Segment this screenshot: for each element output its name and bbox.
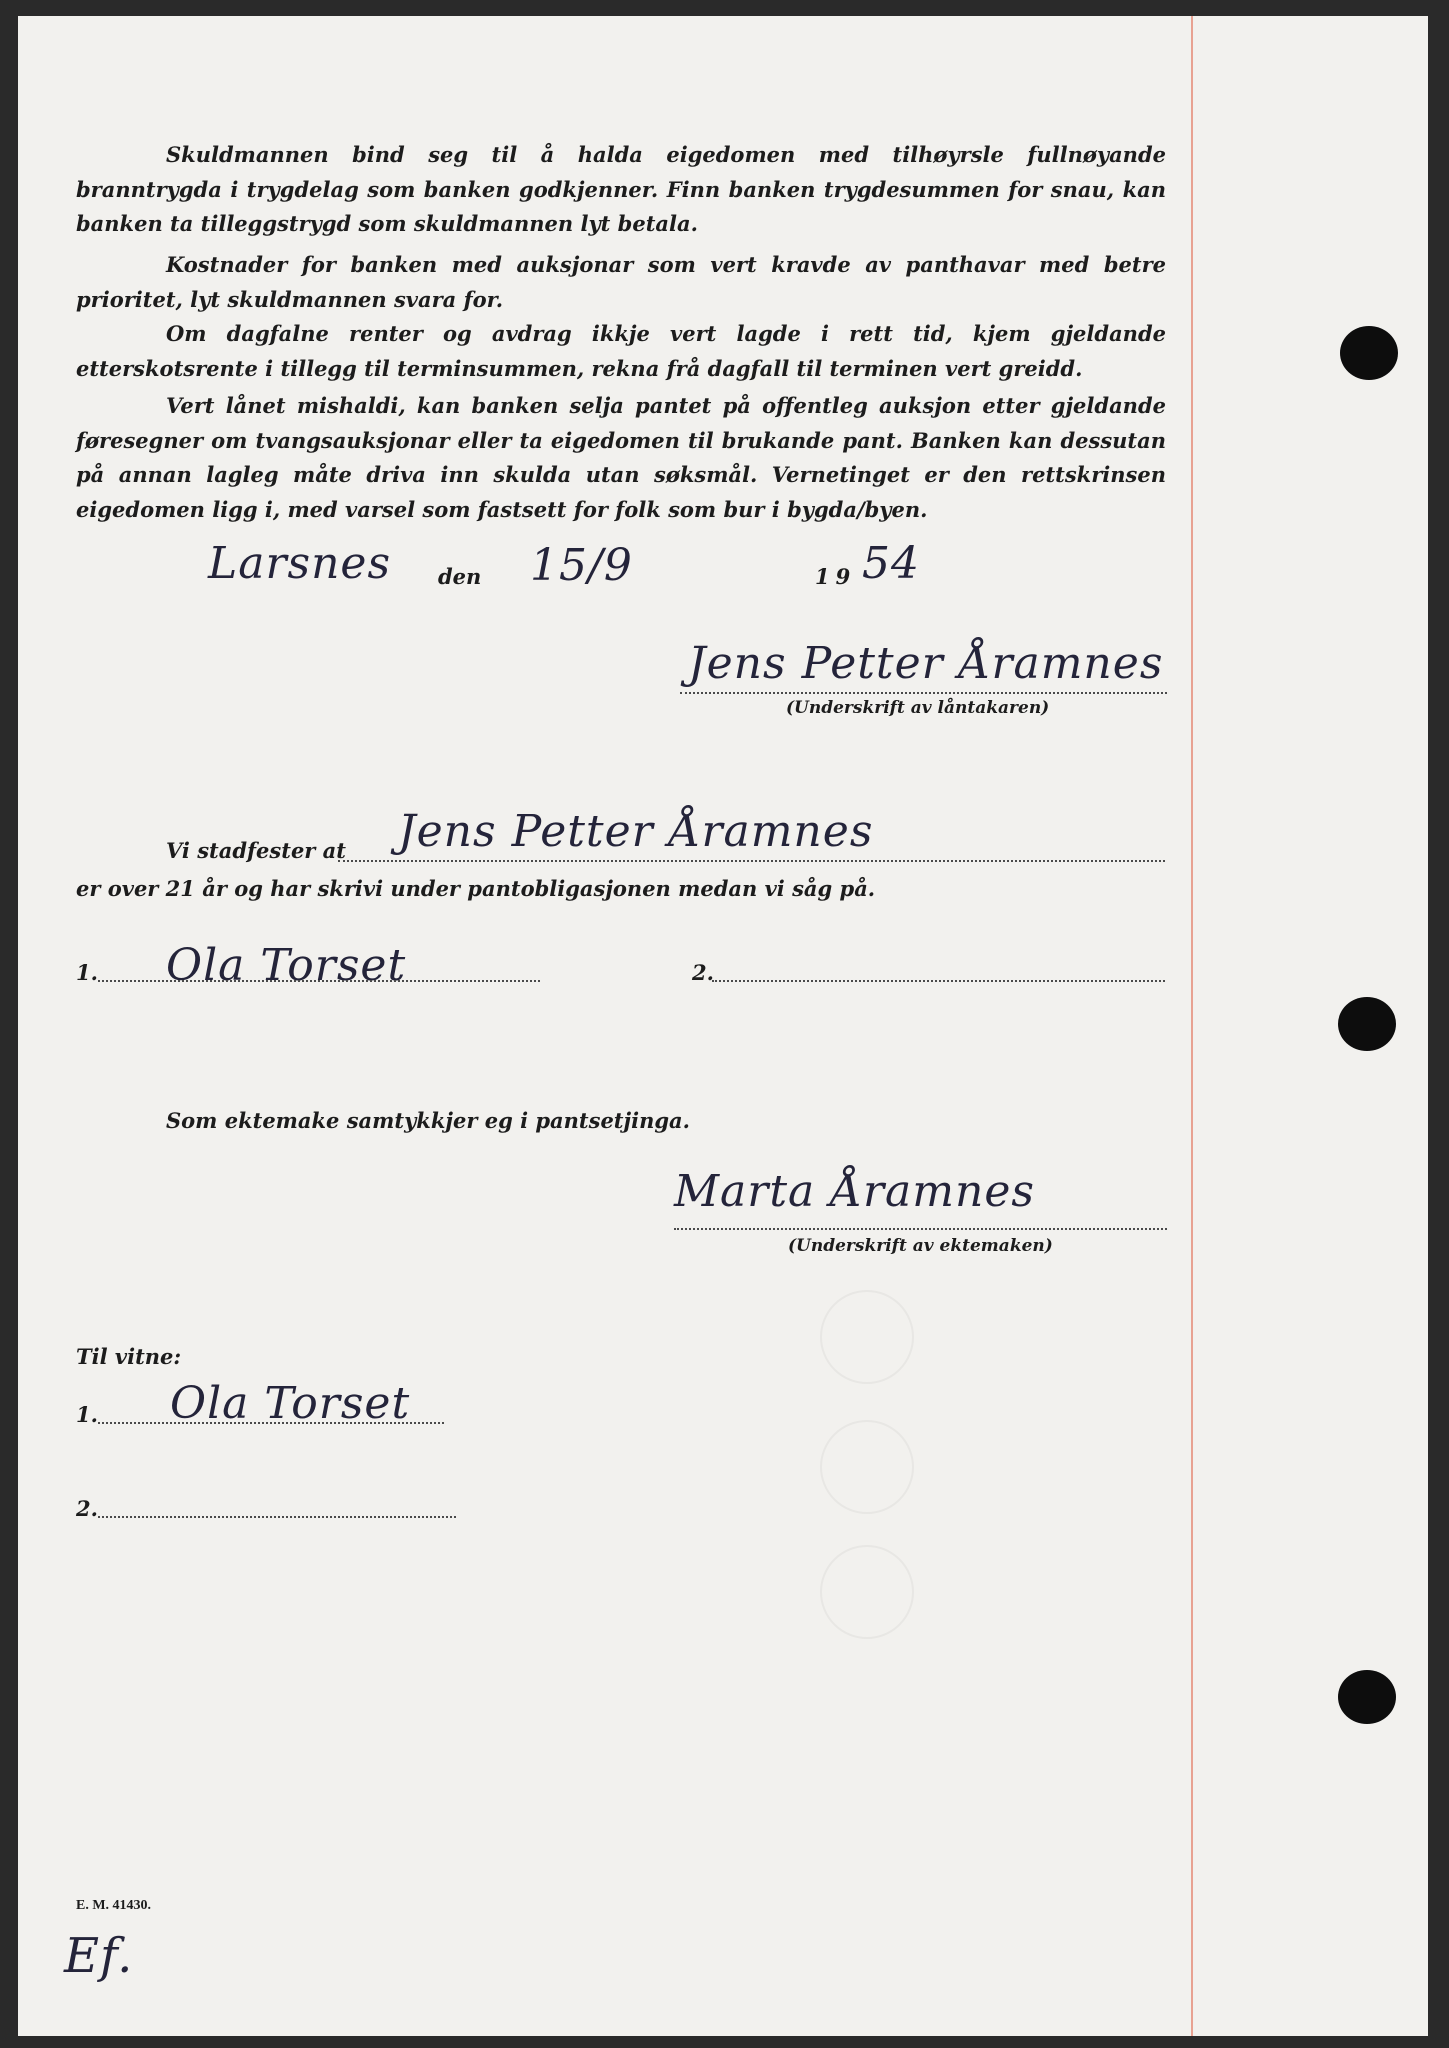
vitne-2-line [98,1516,456,1518]
place-handwritten: Larsnes [208,538,392,589]
form-code: E. M. 41430. [76,1898,152,1913]
vitne-1-line [98,1422,444,1424]
body-paragraph-interest: Om dagfalne renter og avdrag ikkje vert lagde i rett tid, kjem gjeldande etterskotsrente i tillegg til terminsummen, rekna frå dagfall til terminen vert greidd. [76,321,1166,381]
body-paragraph-costs: Kostnader for banken med auksjonar som vert kravde av panthavar med betre prioritet, lyt skuldmannen svara for. [76,252,1166,312]
spouse-caption: (Underskrift av ektemaken) [788,1236,1053,1256]
punch-hole [1338,1670,1396,1724]
spouse-signature-line [674,1228,1167,1230]
til-vitne-label: Til vitne: [76,1344,182,1369]
borrower-caption: (Underskrift av låntakaren) [786,698,1050,718]
margin-rule [1191,16,1193,2036]
witness-2-number: 2. [692,960,714,985]
date-den-label: den [438,564,482,589]
spouse-signature: Marta Åramnes [674,1166,1035,1217]
witness-1-line [98,980,540,982]
spouse-consent-text: Som ektemake samtykkjer eg i pantsetjinga. [166,1108,690,1133]
body-paragraph-insurance: Skuldmannen bind seg til å halda eigedomen med tilhøyrsle fullnøyande branntrygda i trygdelag som banken godkjenner. Finn banken trygdesummen for snau, kan banken ta tilleggstrygd som skuldmannen lyt betala. [76,142,1166,237]
date-handwritten: 15/9 [530,540,633,591]
vitne-1-signature: Ola Torset [170,1378,411,1429]
punch-hole [1338,997,1396,1051]
vitne-2-number: 2. [76,1496,98,1521]
year-handwritten: 54 [862,538,920,589]
punch-hole [1340,326,1398,380]
confirmation-name-line [338,860,1165,862]
confirmed-name-handwritten: Jens Petter Åramnes [398,806,874,857]
body-paragraph-default: Vert lånet mishaldi, kan banken selja pantet på offentleg auksjon etter gjeldande føresegner om tvangsauksjonar eller ta eigedomen til brukande pant. Banken kan dessutan på annan lagleg måte driva inn skulda utan søksmål. Vernetinget er den rettskrinsen eigedomen ligg i, med varsel som fastsett for folk som bur i bygda/byen. [76,393,1166,522]
vitne-1-number: 1. [76,1402,98,1427]
bleed-through-mark [820,1545,914,1639]
initials-handwritten: Ef. [64,1928,134,1984]
witness-1-signature: Ola Torset [166,940,407,991]
witness-2-line [712,980,1165,982]
borrower-signature: Jens Petter Åramnes [688,638,1164,689]
bleed-through-mark [820,1420,914,1514]
borrower-signature-line [680,692,1167,694]
witness-1-number: 1. [76,960,98,985]
confirmation-statement: er over 21 år og har skrivi under pantobligasjonen medan vi såg på. [76,876,876,901]
year-printed: 19 [815,564,857,589]
confirmation-prefix: Vi stadfester at [166,838,346,863]
bleed-through-mark [820,1290,914,1384]
